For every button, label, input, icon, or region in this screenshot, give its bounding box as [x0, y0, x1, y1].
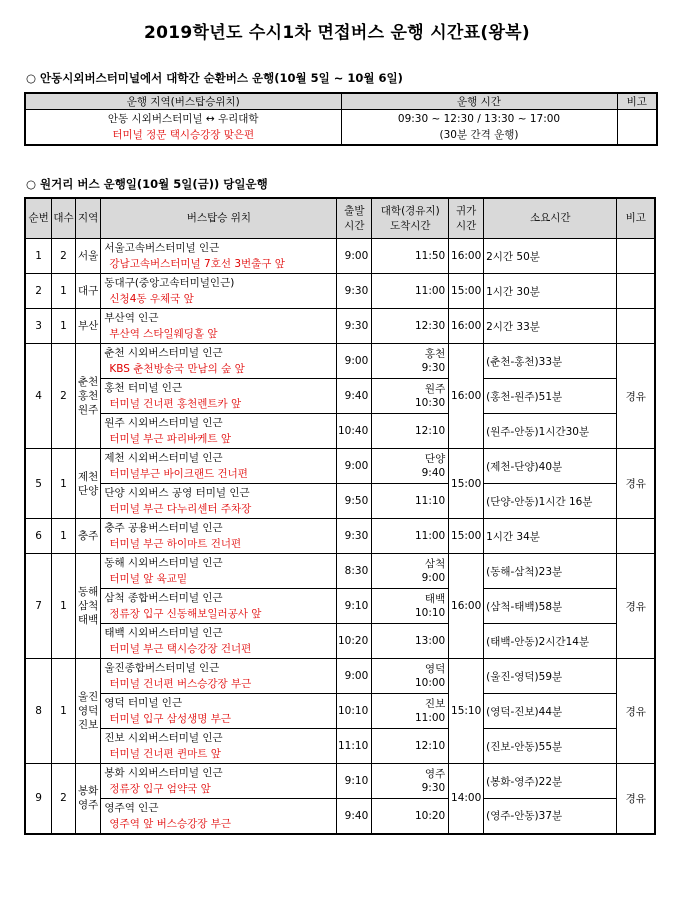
header-buses: 대수	[52, 198, 76, 239]
boarding-location	[101, 239, 337, 274]
depart-time: 10:10	[337, 694, 372, 729]
table-row	[25, 449, 655, 484]
location-detail: 터미널 건너편 홍천렌트카 앞	[109, 398, 242, 410]
boarding-location	[101, 694, 337, 729]
depart-time: 9:00	[337, 449, 372, 484]
header-arrive: 대학(경유지) 도착시간	[372, 198, 449, 239]
boarding-location	[101, 449, 337, 484]
return-time: 16:00	[449, 239, 484, 274]
boarding-location	[101, 589, 337, 624]
shuttle-area-cell	[25, 110, 341, 146]
region-cell	[75, 344, 101, 449]
shuttle-time-range: 09:30 ~ 12:30 / 13:30 ~ 17:00	[397, 113, 561, 125]
arrive-value: 10:10	[414, 607, 446, 619]
region-name: 봉화	[77, 785, 99, 798]
region-name: 단양	[77, 484, 99, 497]
location-name: 태백 시외버스터미널 인근	[104, 627, 223, 639]
depart-time: 11:10	[337, 729, 372, 764]
location-detail: 터미널 부근 하이마트 건너편	[109, 538, 242, 550]
location-detail: 터미널부근 바이크랜드 건너편	[109, 468, 248, 480]
bus-count: 2	[52, 344, 76, 449]
location-name: 춘천 시외버스터미널 인근	[104, 347, 223, 359]
location-name: 서울고속버스터미널 인근	[104, 242, 220, 254]
return-time: 15:00	[449, 449, 484, 519]
note-cell	[617, 239, 655, 274]
table-row	[25, 729, 655, 764]
row-number: 8	[25, 659, 52, 764]
bus-count: 2	[52, 764, 76, 834]
region-cell	[75, 239, 101, 274]
row-number: 7	[25, 554, 52, 659]
via-stop: 원주	[424, 383, 446, 395]
arrive-time: 12:10	[372, 729, 449, 764]
boarding-location	[101, 764, 337, 799]
return-time: 15:10	[449, 659, 484, 764]
header-time: 운행 시간	[341, 93, 617, 110]
shuttle-interval: (30분 간격 운행)	[439, 129, 519, 141]
location-detail: 터미널 입구 삼성생명 부근	[109, 713, 231, 725]
region-cell	[75, 554, 101, 659]
depart-time: 9:40	[337, 799, 372, 834]
arrive-time: 13:00	[372, 624, 449, 659]
via-stop: 영덕	[424, 663, 446, 675]
row-number: 9	[25, 764, 52, 834]
table-row	[25, 379, 655, 414]
arrive-time	[372, 764, 449, 799]
location-detail: KBS 춘천방송국 만남의 숲 앞	[109, 363, 245, 375]
shuttle-stop: 터미널 정문 택시승강장 맞은편	[112, 129, 255, 141]
table-row	[25, 589, 655, 624]
depart-time: 9:30	[337, 309, 372, 344]
arrive-time	[372, 379, 449, 414]
arrive-time: 11:00	[372, 274, 449, 309]
depart-time: 9:00	[337, 344, 372, 379]
arrive-time	[372, 659, 449, 694]
location-detail: 정류장 입구 엄약국 앞	[109, 783, 211, 795]
boarding-location	[101, 309, 337, 344]
depart-time: 9:00	[337, 659, 372, 694]
row-number: 4	[25, 344, 52, 449]
bus-count: 2	[52, 239, 76, 274]
section-heading-shuttle: ○ 안동시외버스터미널에서 대학간 순환버스 운행(10월 5일 ~ 10월 6일)	[26, 71, 403, 85]
region-name: 영덕	[77, 705, 99, 717]
depart-time: 9:40	[337, 379, 372, 414]
table-row	[25, 414, 655, 449]
depart-time: 10:40	[337, 414, 372, 449]
duration: (단양-안동)1시간 16분	[484, 484, 617, 519]
arrive-time: 11:00	[372, 519, 449, 554]
duration: (태백-안동)2시간14분	[484, 624, 617, 659]
table-row	[25, 344, 655, 379]
shuttle-table	[24, 92, 658, 146]
arrive-time	[372, 589, 449, 624]
boarding-location	[101, 624, 337, 659]
boarding-location	[101, 729, 337, 764]
via-stop: 홍천	[424, 348, 446, 360]
depart-time: 9:10	[337, 589, 372, 624]
via-stop: 태백	[424, 593, 446, 605]
bus-count: 1	[52, 659, 76, 764]
location-detail: 터미널 부근 다누리센터 주차장	[109, 503, 252, 515]
region-cell	[75, 274, 101, 309]
depart-time: 8:30	[337, 554, 372, 589]
note-cell: 경유	[617, 449, 655, 519]
table-row	[25, 694, 655, 729]
location-name: 홍천 터미널 인근	[104, 382, 183, 394]
via-stop: 삼척	[424, 558, 446, 570]
arrive-time	[372, 449, 449, 484]
arrive-time	[372, 694, 449, 729]
header-no: 순번	[25, 198, 52, 239]
boarding-location	[101, 344, 337, 379]
location-name: 삼척 종합버스터미널 인근	[104, 592, 223, 604]
bus-count: 1	[52, 449, 76, 519]
depart-time: 9:30	[337, 519, 372, 554]
arrive-value: 9:30	[421, 782, 446, 794]
arrive-value: 9:30	[421, 362, 446, 374]
header-region: 지역	[75, 198, 101, 239]
boarding-location	[101, 379, 337, 414]
arrive-value: 9:00	[421, 572, 446, 584]
duration: (홍천-원주)51분	[484, 379, 617, 414]
boarding-location	[101, 274, 337, 309]
location-detail: 부산역 스타일웨딩홀 앞	[109, 328, 218, 340]
duration: (삼척-태백)58분	[484, 589, 617, 624]
table-row	[25, 274, 655, 309]
location-detail: 터미널 부근 택시승강장 건너편	[109, 643, 252, 655]
arrive-time: 10:20	[372, 799, 449, 834]
page-title: 2019학년도 수시1차 면접버스 운행 시간표(왕복)	[144, 23, 530, 43]
location-name: 제천 시외버스터미널 인근	[104, 452, 223, 464]
region-cell	[75, 309, 101, 344]
region-name: 충주	[77, 530, 99, 542]
arrive-time: 12:30	[372, 309, 449, 344]
return-time: 16:00	[449, 344, 484, 449]
table-row	[25, 484, 655, 519]
shuttle-time-cell	[341, 110, 617, 146]
region-cell	[75, 519, 101, 554]
location-name: 영덕 터미널 인근	[104, 697, 183, 709]
location-name: 동대구(중앙고속터미널인근)	[104, 277, 235, 289]
arrive-time: 12:10	[372, 414, 449, 449]
location-name: 영주역 인근	[104, 801, 159, 814]
location-detail: 터미널 부근 파리바케트 앞	[109, 433, 231, 445]
region-name: 영주	[77, 799, 99, 812]
boarding-location	[101, 799, 337, 834]
via-stop: 영주	[424, 768, 446, 780]
duration: (울진-영덕)59분	[484, 659, 617, 694]
location-name: 봉화 시외버스터미널 인근	[104, 767, 223, 779]
shuttle-note-cell	[617, 110, 657, 146]
location-name: 진보 시외버스터미널 인근	[104, 732, 223, 744]
row-number: 3	[25, 309, 52, 344]
duration: (춘천-홍천)33분	[484, 344, 617, 379]
boarding-location	[101, 484, 337, 519]
boarding-location	[101, 659, 337, 694]
note-cell	[617, 274, 655, 309]
return-time: 16:00	[449, 554, 484, 659]
longdistance-table	[24, 197, 656, 835]
duration: 2시간 50분	[484, 239, 617, 274]
table-row	[25, 554, 655, 589]
bus-count: 1	[52, 309, 76, 344]
return-time: 16:00	[449, 309, 484, 344]
header-note: 비고	[617, 93, 657, 110]
duration: 1시간 30분	[484, 274, 617, 309]
region-name: 원주	[77, 404, 99, 416]
header-area: 운행 지역(버스탑승위치)	[25, 93, 341, 110]
return-time: 14:00	[449, 764, 484, 834]
duration: (진보-안동)55분	[484, 729, 617, 764]
via-stop: 진보	[424, 698, 446, 710]
table-row	[25, 799, 655, 834]
location-name: 부산역 인근	[104, 312, 159, 324]
location-name: 동해 시외버스터미널 인근	[104, 557, 223, 569]
arrive-time	[372, 554, 449, 589]
schedule-body	[25, 239, 655, 834]
region-name: 대구	[77, 285, 99, 297]
table-row	[25, 624, 655, 659]
row-number: 6	[25, 519, 52, 554]
duration: (동해-삼척)23분	[484, 554, 617, 589]
header-note: 비고	[617, 198, 655, 239]
region-name: 부산	[77, 320, 99, 332]
table-row	[25, 519, 655, 554]
region-cell	[75, 764, 101, 834]
note-cell: 경유	[617, 659, 655, 764]
row-number: 2	[25, 274, 52, 309]
region-name: 홍천	[77, 390, 99, 402]
depart-time: 10:20	[337, 624, 372, 659]
arrive-time: 11:50	[372, 239, 449, 274]
boarding-location	[101, 414, 337, 449]
region-name: 동해	[77, 586, 99, 598]
region-name: 진보	[77, 719, 99, 731]
location-detail: 영주역 앞 버스승강장 부근	[109, 817, 231, 830]
location-name: 단양 시외버스 공영 터미널 인근	[104, 487, 250, 499]
location-detail: 터미널 앞 육교밑	[109, 573, 188, 585]
table-row	[25, 239, 655, 274]
boarding-location	[101, 519, 337, 554]
duration: 2시간 33분	[484, 309, 617, 344]
return-time: 15:00	[449, 274, 484, 309]
bus-count: 1	[52, 519, 76, 554]
arrive-time	[372, 344, 449, 379]
location-detail: 터미널 건너편 퀸마트 앞	[109, 748, 221, 760]
row-number: 5	[25, 449, 52, 519]
region-name: 삼척	[77, 600, 99, 612]
note-cell: 경유	[617, 344, 655, 449]
section-heading-longdistance: ○ 원거리 버스 운행일(10월 5일(금)) 당일운행	[26, 177, 268, 191]
region-cell	[75, 659, 101, 764]
duration: (영덕-진보)44분	[484, 694, 617, 729]
bus-count: 1	[52, 274, 76, 309]
shuttle-route: 안동 시외버스터미널 ↔ 우리대학	[107, 113, 259, 125]
region-name: 태백	[77, 614, 99, 626]
arrive-time: 11:10	[372, 484, 449, 519]
duration: 1시간 34분	[484, 519, 617, 554]
duration: (영주-안동)37분	[484, 799, 617, 834]
header-duration: 소요시간	[484, 198, 617, 239]
depart-time: 9:10	[337, 764, 372, 799]
return-time: 15:00	[449, 519, 484, 554]
header-depart: 출발 시간	[337, 198, 372, 239]
depart-time: 9:50	[337, 484, 372, 519]
depart-time: 9:30	[337, 274, 372, 309]
duration: (제천-단양)40분	[484, 449, 617, 484]
region-name: 제천	[77, 470, 99, 483]
depart-time: 9:00	[337, 239, 372, 274]
duration: (원주-안동)1시간30분	[484, 414, 617, 449]
note-cell: 경유	[617, 764, 655, 834]
location-detail: 터미널 건너편 버스승강장 부근	[109, 678, 252, 690]
location-name: 원주 시외버스터미널 인근	[104, 417, 223, 429]
header-location: 버스탑승 위치	[101, 198, 337, 239]
note-cell: 경유	[617, 554, 655, 659]
arrive-value: 10:30	[414, 397, 446, 409]
bus-count: 1	[52, 554, 76, 659]
location-detail: 강남고속버스터미널 7호선 3번출구 앞	[109, 258, 285, 270]
region-name: 춘천	[77, 376, 99, 388]
table-row	[25, 764, 655, 799]
location-detail: 정류장 입구 신동해보일러공사 앞	[109, 608, 262, 620]
via-stop: 단양	[424, 453, 446, 465]
header-return: 귀가 시간	[449, 198, 484, 239]
location-name: 충주 공용버스터미널 인근	[104, 522, 223, 534]
region-cell	[75, 449, 101, 519]
arrive-value: 10:00	[414, 677, 446, 689]
boarding-location	[101, 554, 337, 589]
location-detail: 신청4동 우체국 앞	[109, 293, 194, 305]
arrive-value: 9:40	[421, 467, 446, 479]
row-number: 1	[25, 239, 52, 274]
table-row	[25, 309, 655, 344]
region-name: 울진	[77, 691, 99, 703]
location-name: 울진종합버스터미널 인근	[104, 662, 220, 674]
region-name: 서울	[77, 250, 99, 262]
duration: (봉화-영주)22분	[484, 764, 617, 799]
note-cell	[617, 309, 655, 344]
arrive-value: 11:00	[414, 712, 446, 724]
table-row	[25, 659, 655, 694]
note-cell	[617, 519, 655, 554]
